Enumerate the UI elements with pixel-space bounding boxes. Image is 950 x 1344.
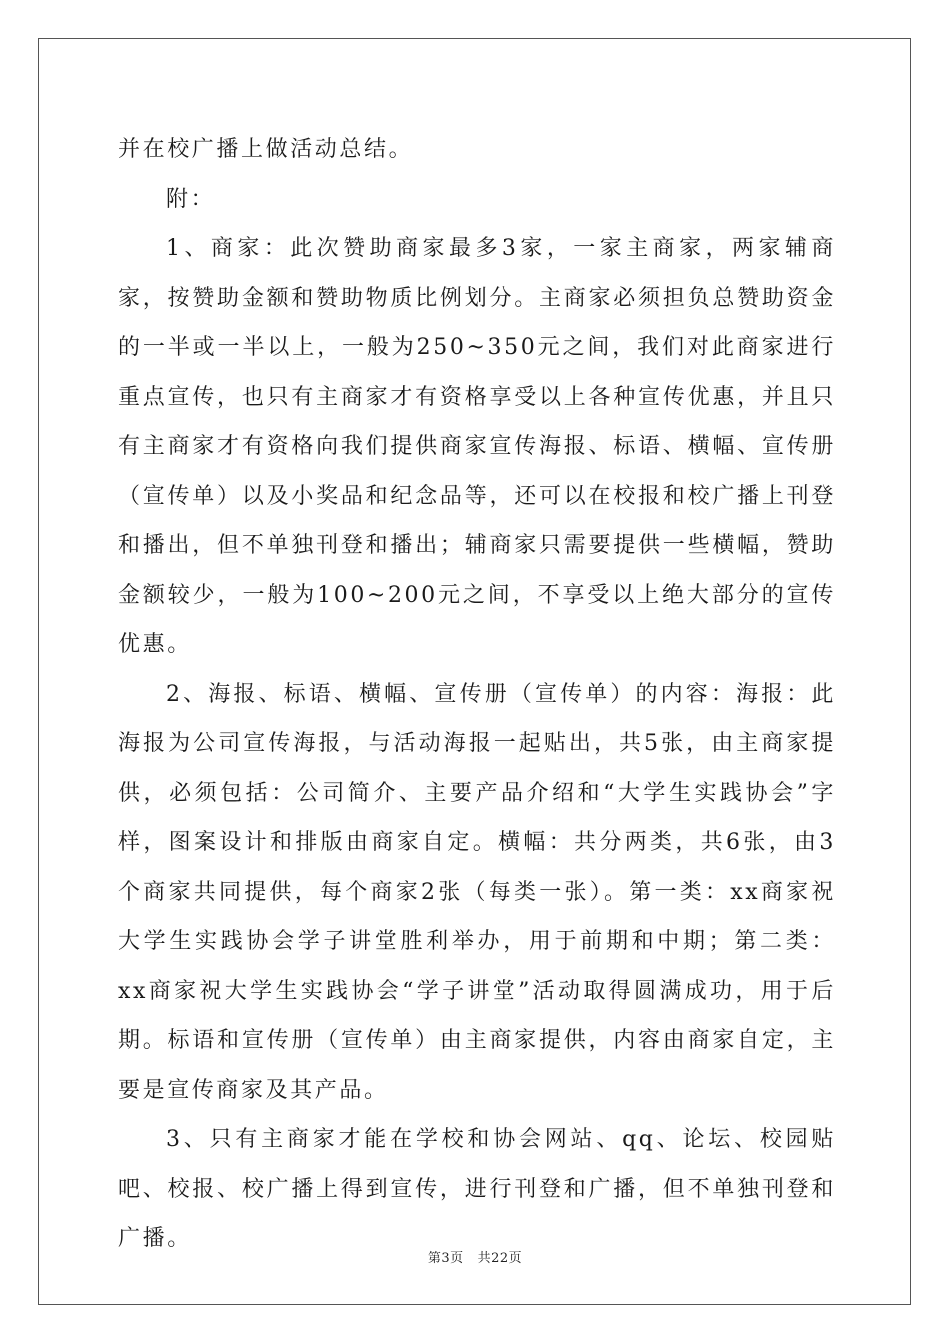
paragraph-item-1: 1、商家：此次赞助商家最多3家，一家主商家，两家辅商家，按赞助金额和赞助物质比例划分。主商家必须担负总赞助资金的一半或一半以上，一般为250~350元之间，我们对此商家进行重点宣传，也只有主商家才有资格享受以上各种宣传优惠，并且只有主商家才有资格向我们提供商家宣传海报、标语、横幅、宣传册（宣传单）以及小奖品和纪念品等，还可以在校报和校广播上刊登和播出，但不单独刊登和播出；辅商家只需要提供一些横幅，赞助金额较少，一般为100~200元之间，不享受以上绝大部分的宣传优惠。 xyxy=(118,236,836,657)
paragraph-item-3: 3、只有主商家才能在学校和协会网站、qq、论坛、校园贴吧、校报、校广播上得到宣传，进行刊登和广播，但不单独刊登和广播。 xyxy=(118,1127,836,1251)
paragraph-appendix-heading: 附： xyxy=(166,186,216,212)
page-number: 第3页 xyxy=(427,1251,464,1266)
page-total: 共22页 xyxy=(477,1251,523,1266)
paragraph-item-2: 2、海报、标语、横幅、宣传册（宣传单）的内容：海报：此海报为公司宣传海报，与活动海报一起贴出，共5张，由主商家提供，必须包括：公司简介、主要产品介绍和“大学生实践协会”字样，图案设计和排版由商家自定。横幅：共分两类，共6张，由3个商家共同提供，每个商家2张（每类一张）。第一类：xx商家祝大学生实践协会学子讲堂胜利举办，用于前期和中期；第二类：xx商家祝大学生实践协会“学子讲堂”活动取得圆满成功，用于后期。标语和宣传册（宣传单）由主商家提供，内容由商家自定，主要是宣传商家及其产品。 xyxy=(118,681,836,1103)
document-body xyxy=(118,125,836,1264)
page-footer xyxy=(0,1247,950,1266)
paragraph-continuation: 并在校广播上做活动总结。 xyxy=(118,137,414,162)
